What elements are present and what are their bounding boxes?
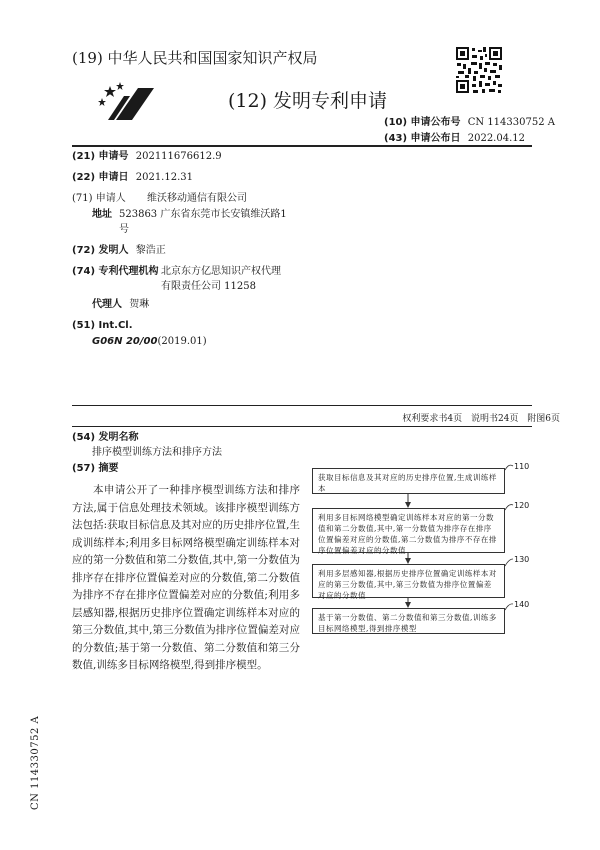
inventor-row <box>72 243 166 258</box>
inventor-label: (72) 发明人 <box>72 245 129 256</box>
agent-label: 代理人 <box>92 299 122 310</box>
flow-step-130: 利用多层感知器,根据历史排序位置确定训练样本对应的第三分数值,其中,第三分数值为排序位置偏差对应的分数值 <box>312 564 505 598</box>
title-label: (54) 发明名称 <box>72 432 139 443</box>
ipc-row <box>92 334 207 349</box>
publication-date-label: (43) 申请公布日 <box>384 133 461 144</box>
publication-date: 2022.04.12 <box>467 133 525 144</box>
leader-140 <box>505 604 513 610</box>
flow-step-120-number: 120 <box>514 501 530 510</box>
flow-step-140: 基于第一分数值、第二分数值和第三分数值,训练多目标网络模型,得到排序模型 <box>312 608 505 634</box>
abstract-text: 本申请公开了一种排序模型训练方法和排序方法,属于信息处理技术领域。该排序模型训练方法包括:获取目标信息及其对应的历史排序位置,生成训练样本;利用多目标网络模型确定训练样本对应的第一分数值和第二分数值,其中,第一分数值为排序存在排序位置偏差对应的分数值,第二分数值为排序不存在排序位置偏差对应的分数值;利用多层感知器,根据历史排序位置确定训练样本对应的第三分数值,其中,第三分数值为排序位置偏差对应的分数值;基于第一分数值、第二分数值和第三分数值,训练多目标网络模型,得到排序模型。 <box>72 484 300 671</box>
application-date: 2021.12.31 <box>135 172 193 183</box>
address-label: 地址 <box>92 209 112 220</box>
publication-number: CN 114330752 A <box>467 117 555 128</box>
agency-label: (74) 专利代理机构 <box>72 266 159 277</box>
ipc-code: G06N 20/00 <box>92 336 158 347</box>
flow-step-130-number: 130 <box>514 555 530 564</box>
side-publication-code: CN 114330752 A <box>30 715 41 810</box>
publication-date-row <box>384 129 525 144</box>
agent: 贺琳 <box>129 299 150 310</box>
cnipa-logo <box>98 80 158 122</box>
application-date-label: (22) 申请日 <box>72 172 129 183</box>
page-count-divider-bottom <box>72 426 532 427</box>
ipc-version: (2019.01) <box>157 336 207 347</box>
header-divider <box>72 145 532 147</box>
agency-line1: 北京东方亿思知识产权代理 <box>161 266 281 277</box>
flow-step-110-number: 110 <box>514 462 530 471</box>
applicant: 维沃移动通信有限公司 <box>147 193 247 204</box>
application-number: 202111676612.9 <box>135 151 222 162</box>
invention-title: 排序模型训练方法和排序方法 <box>92 447 222 458</box>
agency-line2: 有限责任公司 11258 <box>161 281 256 292</box>
abstract-label: (57) 摘要 <box>72 463 119 474</box>
leader-110 <box>505 465 513 470</box>
application-date-row <box>72 170 193 185</box>
leader-130 <box>505 559 513 566</box>
leader-120 <box>505 505 513 510</box>
inventor: 黎浩正 <box>135 245 166 256</box>
publication-number-label: (10) 申请公布号 <box>384 117 461 128</box>
address-line2: 号 <box>119 224 129 235</box>
flowchart-connectors <box>300 455 530 645</box>
issuing-office: (19) 中华人民共和国国家知识产权局 <box>72 49 318 67</box>
document-type-title: (12) 发明专利申请 <box>228 90 388 112</box>
flow-step-110: 获取目标信息及其对应的历史排序位置,生成训练样本 <box>312 468 505 494</box>
publication-number-row <box>384 113 555 128</box>
address-line1: 523863 广东省东莞市长安镇维沃路1 <box>119 209 287 220</box>
application-number-label: (21) 申请号 <box>72 151 129 162</box>
application-number-row <box>72 149 222 164</box>
page-counts: 权利要求书4页 说明书24页 附图6页 <box>402 414 560 424</box>
qr-code <box>455 46 503 94</box>
flow-step-120: 利用多目标网络模型确定训练样本对应的第一分数值和第二分数值,其中,第一分数值为排序存在排序位置偏差对应的分数值,第二分数值为排序不存在排序位置偏差对应的分数值 <box>312 508 505 553</box>
ipc-label: (51) Int.Cl. <box>72 320 133 331</box>
applicant-label: (71) 申请人 <box>72 193 126 204</box>
page-count-divider-top <box>72 405 532 406</box>
agent-row <box>92 297 149 312</box>
flow-step-140-number: 140 <box>514 600 530 609</box>
